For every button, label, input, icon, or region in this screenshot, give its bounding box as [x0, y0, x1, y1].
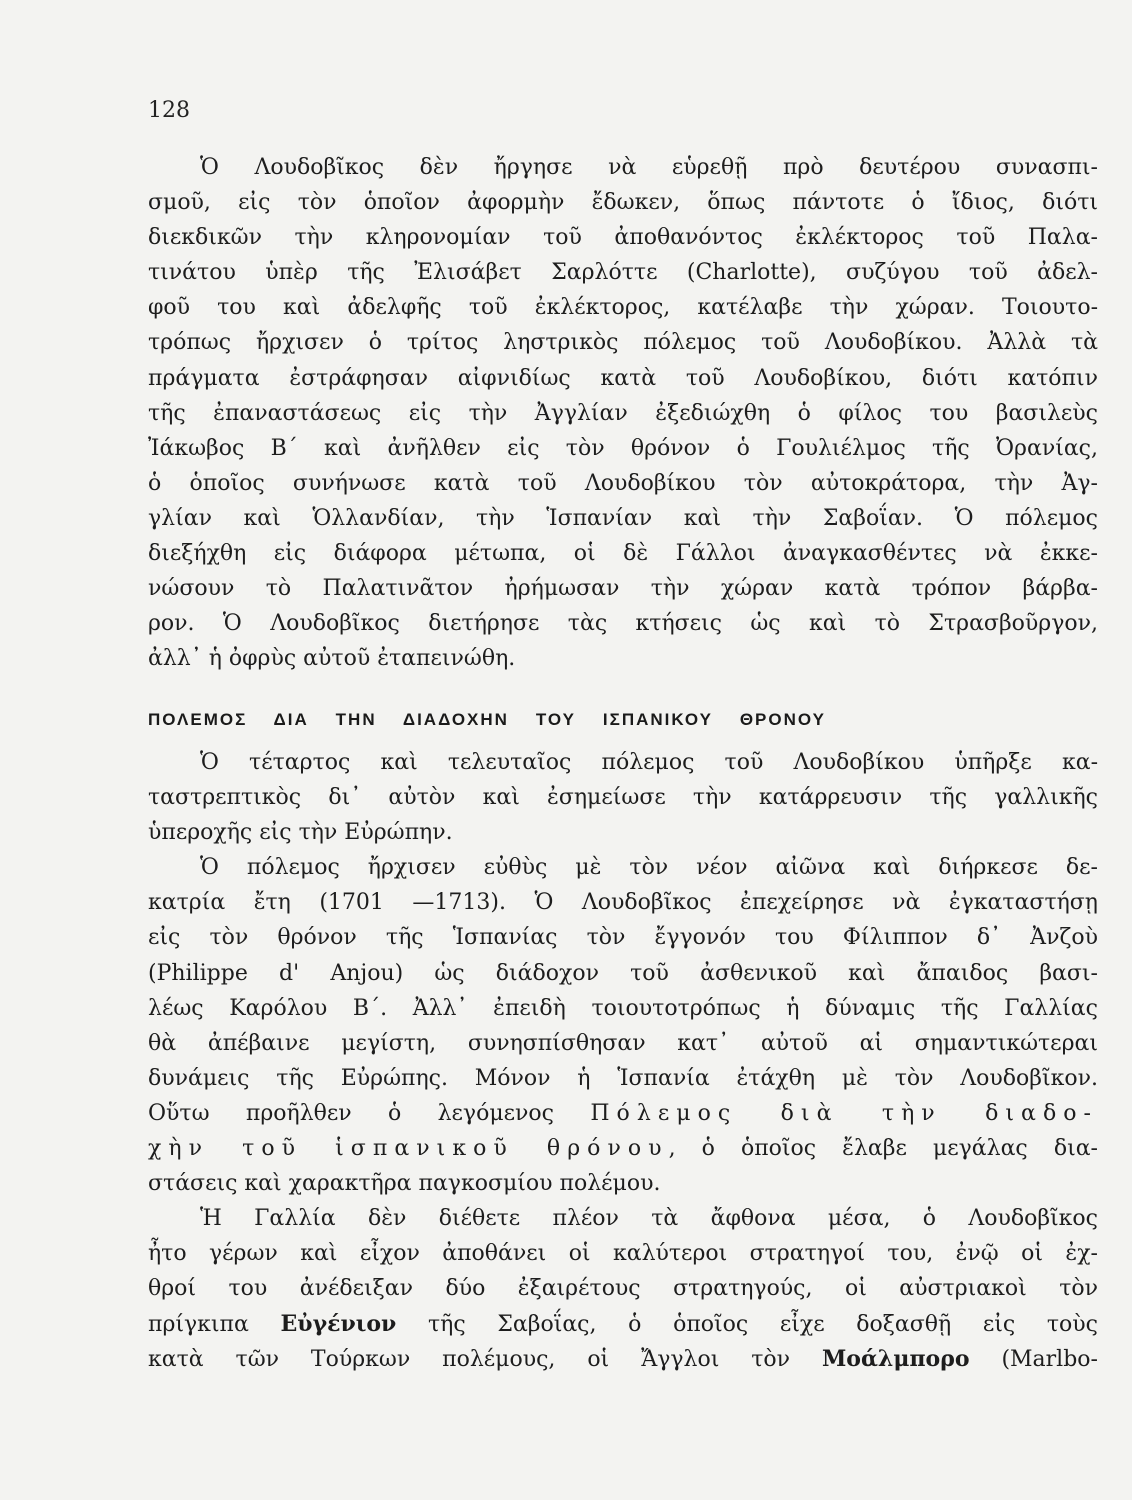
- text-line: λέως Καρόλου Β΄. Ἀλλ᾽ ἐπειδὴ τοιουτοτρόπως ἡ δύναμις τῆς Γαλλίας: [148, 995, 1098, 1021]
- text-line: ὑπεροχῆς εἰς τὴν Εὐρώπην.: [148, 820, 453, 846]
- text-line: διεξήχθη εἰς διάφορα μέτωπα, οἱ δὲ Γάλλοι ἀναγκασθέντες νὰ ἐκκε-: [148, 541, 1098, 567]
- text-line: εἰς τὸν θρόνον τῆς Ἱσπανίας τὸν ἔγγονόν του Φίλιππον δ᾽ Ἀνζοὺ: [148, 925, 1098, 951]
- text-line: διεκδικῶν τὴν κληρονομίαν τοῦ ἀποθανόντος ἐκλέκτορος τοῦ Παλα-: [148, 225, 1098, 251]
- text-line: τῆς ἐπαναστάσεως εἰς τὴν Ἀγγλίαν ἐξεδιώχθη ὁ φίλος του βασιλεὺς: [148, 400, 1098, 426]
- spaced-emphasis: Πόλεμος διὰ τὴν διαδο-: [590, 1100, 1098, 1126]
- text-line: Ὁ πόλεμος ἤρχισεν εὐθὺς μὲ τὸν νέον αἰῶνα καὶ διήρκεσε δε-: [200, 855, 1098, 881]
- paragraph-1: [148, 150, 1098, 676]
- line-text: πρίγκιπα: [148, 1311, 281, 1337]
- text-line: Ἰάκωβος Β΄ καὶ ἀνῆλθεν εἰς τὸν θρόνον ὁ Γουλιέλμος τῆς Ὀρανίας,: [148, 435, 1098, 461]
- bold-name: Εὐγένιον: [280, 1310, 397, 1337]
- text-line: φοῦ του καὶ ἀδελφῆς τοῦ ἐκλέκτορος, κατέλαβε τὴν χώραν. Τοιουτο-: [148, 295, 1098, 321]
- text-line: Ὁ Λουδοβῖκος δὲν ἤργησε νὰ εὑρεθῇ πρὸ δευτέρου συνασπι-: [200, 155, 1098, 180]
- paragraph-3: [148, 850, 1098, 1201]
- text-line: Ἡ Γαλλία δὲν διέθετε πλέον τὰ ἄφθονα μέσα, ὁ Λουδοβῖκος: [200, 1206, 1098, 1232]
- text-line: θὰ ἀπέβαινε μεγίστη, συνησπίσθησαν κατ᾽ αὐτοῦ αἱ σημαντικώτεραι: [148, 1030, 1098, 1056]
- bold-name: Μοάλμπορο: [821, 1345, 970, 1372]
- text-line: τρόπως ἤρχισεν ὁ τρίτος ληστρικὸς πόλεμος τοῦ Λουδοβίκου. Ἀλλὰ τὰ: [148, 330, 1098, 356]
- text-line: [148, 1096, 1098, 1131]
- text-line: νώσουν τὸ Παλατινᾶτον ἠρήμωσαν τὴν χώραν κατὰ τρόπον βάρβα-: [148, 576, 1098, 602]
- text-line: στάσεις καὶ χαρακτῆρα παγκοσμίου πολέμου.: [148, 1171, 661, 1197]
- spaced-emphasis: χὴν τοῦ ἱσπανικοῦ θρόνου: [148, 1136, 669, 1162]
- section-heading: ΠΟΛΕΜΟΣ ΔΙΑ ΤΗΝ ΔΙΑΔΟΧΗΝ ΤΟΥ ΙΣΠΑΝΙΚΟΥ ΘΡΟΝΟΥ: [148, 710, 826, 729]
- line-text: τῆς Σαβοΐας, ὁ ὁποῖος εἶχε δοξασθῇ εἰς τοὺς: [396, 1311, 1098, 1337]
- text-line: δυνάμεις τῆς Εὐρώπης. Μόνον ἡ Ἱσπανία ἐτάχθη μὲ τὸν Λουδοβῖκον.: [148, 1065, 1098, 1091]
- paragraph-2: [148, 745, 1098, 850]
- text-line: [148, 1131, 1098, 1166]
- text-line: ἀλλ᾽ ἡ ὀφρὺς αὐτοῦ ἐταπεινώθη.: [148, 646, 516, 672]
- text-line: ταστρεπτικὸς δι᾽ αὐτὸν καὶ ἐσημείωσε τὴν κατάρρευσιν τῆς γαλλικῆς: [148, 785, 1098, 811]
- section-body: [148, 745, 1098, 1377]
- text-line: (Philippe d' Anjou) ὡς διάδοχον τοῦ ἀσθενικοῦ καὶ ἄπαιδος βασι-: [148, 960, 1098, 986]
- text-line: ἦτο γέρων καὶ εἶχον ἀποθάνει οἱ καλύτεροι στρατηγοί του, ἐνῷ οἱ ἐχ-: [148, 1241, 1098, 1267]
- text-line: γλίαν καὶ Ὁλλανδίαν, τὴν Ἱσπανίαν καὶ τὴν Σαβοΐαν. Ὁ πόλεμος: [148, 505, 1098, 531]
- line-text: Οὕτω προῆλθεν ὁ λεγόμενος: [148, 1100, 591, 1126]
- paragraph-4: [148, 1201, 1098, 1376]
- text-line: σμοῦ, εἰς τὸν ὁποῖον ἀφορμὴν ἔδωκεν, ὅπως πάντοτε ὁ ἴδιος, διότι: [148, 190, 1098, 216]
- text-line: [148, 1307, 1098, 1342]
- text-line: [148, 1342, 1098, 1377]
- text-line: κατρία ἔτη (1701 —1713). Ὁ Λουδοβῖκος ἐπεχείρησε νὰ ἐγκαταστήσῃ: [148, 890, 1098, 916]
- text-line: θροί του ἀνέδειξαν δύο ἐξαιρέτους στρατηγούς, οἱ αὐστριακοὶ τὸν: [148, 1276, 1098, 1302]
- page-number: 128: [148, 98, 190, 123]
- text-line: πράγματα ἐστράφησαν αἰφνιδίως κατὰ τοῦ Λουδοβίκου, διότι κατόπιν: [148, 365, 1098, 391]
- text-line: τινάτου ὑπὲρ τῆς Ἐλισάβετ Σαρλόττε (Charlotte), συζύγου τοῦ ἀδελ-: [148, 260, 1098, 286]
- text-line: Ὁ τέταρτος καὶ τελευταῖος πόλεμος τοῦ Λουδοβίκου ὑπῆρξε κα-: [200, 750, 1098, 775]
- line-text: κατὰ τῶν Τούρκων πολέμους, οἱ Ἄγγλοι τὸν: [148, 1346, 822, 1372]
- text-line: ὁ ὁποῖος συνήνωσε κατὰ τοῦ Λουδοβίκου τὸν αὐτοκράτορα, τὴν Ἀγ-: [148, 470, 1098, 496]
- line-text: (Marlbo-: [969, 1346, 1098, 1372]
- line-text: , ὁ ὁποῖος ἔλαβε μεγάλας δια-: [668, 1136, 1098, 1162]
- text-line: ρον. Ὁ Λουδοβῖκος διετήρησε τὰς κτήσεις ὡς καὶ τὸ Στρασβοῦργον,: [148, 611, 1098, 637]
